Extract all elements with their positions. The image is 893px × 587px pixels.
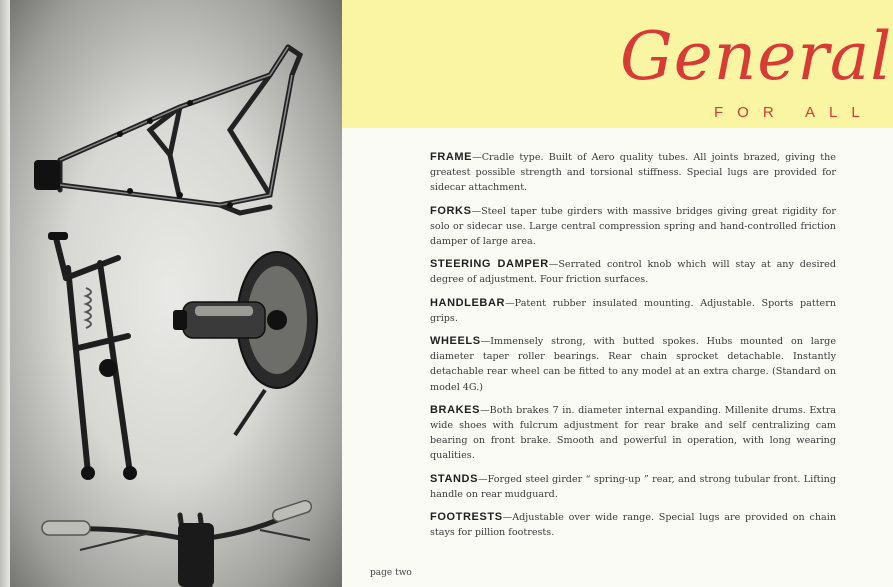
fork-illustration	[38, 228, 158, 490]
hub-illustration	[165, 240, 335, 450]
spec-text: Both brakes 7 in. diameter internal expanding. Millenite drums. Extra wide shoes with fulcrum adjustment for rear brake and self centralizing cam bearing on front brake. Smooth and powerful in operation, with long wearing qualities.	[430, 404, 836, 462]
spec-term: HANDLEBAR	[430, 296, 506, 309]
spec-term: STEERING DAMPER	[430, 258, 549, 271]
spec-item-brakes: BRAKES—Both brakes 7 in. diameter internal expanding. Millenite drums. Extra wide shoes with fulcrum adjustment for rear brake and self centralizing cam bearing on front brake. Smooth and powerful in operation, with long wearing qualities.	[430, 403, 836, 462]
photo-panel	[0, 0, 342, 587]
spec-item-forks: FORKS—Steel taper tube girders with massive bridges giving great rigidity for solo or sidecar use. Large central compression spring and hand-controlled friction damper of large area.	[430, 204, 836, 248]
spec-term: FOOTRESTS	[430, 511, 503, 524]
page-title: General	[620, 18, 893, 95]
spec-text: Cradle type. Built of Aero quality tubes. All joints brazed, giving the greatest possible strength and torsional stiffness. Special lugs are provided for sidecar attachment.	[430, 152, 836, 194]
spec-text: Steel taper tube girders with massive bridges giving great rigidity for solo or sidecar use. Large central compression spring and hand-controlled friction damper of large area.	[430, 205, 836, 248]
spec-text: Serrated control knob which will stay at any desired degree of adjustment. Four friction surfaces.	[430, 259, 836, 286]
header-band	[342, 0, 893, 128]
spec-term: FRAME	[430, 151, 473, 163]
page-number: page two	[370, 568, 412, 578]
spec-term: FORKS	[430, 204, 472, 217]
text-page	[342, 0, 893, 587]
spec-list	[430, 150, 836, 548]
spec-item-wheels: WHEELS—Immensely strong, with butted spokes. Hubs mounted on large diameter taper roller bearings. Rear chain sprocket detachable. Instantly detachable rear wheel can be fitted to any model at an extra charge. (Standard on model 4G.)	[430, 335, 836, 393]
handlebar-illustration	[40, 495, 330, 587]
spec-item-handlebar: HANDLEBAR—Patent rubber insulated mounting. Adjustable. Sports pattern grips.	[430, 296, 836, 324]
spec-text: Patent rubber insulated mounting. Adjustable. Sports pattern grips.	[430, 297, 836, 324]
spec-item-stands: STANDS—Forged steel girder “ spring-up ” rear, and strong tubular front. Lifting handle on rear mudguard.	[430, 472, 836, 500]
page-subtitle: FOR ALL	[714, 104, 874, 121]
spec-text: Immensely strong, with butted spokes. Hubs mounted on large diameter taper roller bearings. Rear chain sprocket detachable. Instantly detachable rear wheel can be fitted to any model at an extra charge. (Standard on model 4G.)	[430, 336, 836, 393]
spec-text: Forged steel girder “ spring-up ” rear, and strong tubular front. Lifting handle on rear mudguard.	[430, 473, 836, 500]
spec-item-steering-damper: STEERING DAMPER—Serrated control knob which will stay at any desired degree of adjustment. Four friction surfaces.	[430, 258, 836, 286]
spec-text: Adjustable over wide range. Special lugs are provided on chain stays for pillion footrests.	[430, 512, 836, 539]
spec-term: STANDS	[430, 472, 479, 485]
spec-term: WHEELS	[430, 335, 481, 348]
spec-item-frame: FRAME—Cradle type. Built of Aero quality tubes. All joints brazed, giving the greatest possible strength and torsional stiffness. Special lugs are provided for sidecar attachment.	[430, 151, 836, 194]
frame-illustration	[30, 35, 330, 235]
page-gutter	[0, 0, 10, 587]
spec-term: BRAKES	[430, 403, 481, 416]
spec-item-footrests: FOOTRESTS—Adjustable over wide range. Special lugs are provided on chain stays for pillion footrests.	[430, 511, 836, 539]
